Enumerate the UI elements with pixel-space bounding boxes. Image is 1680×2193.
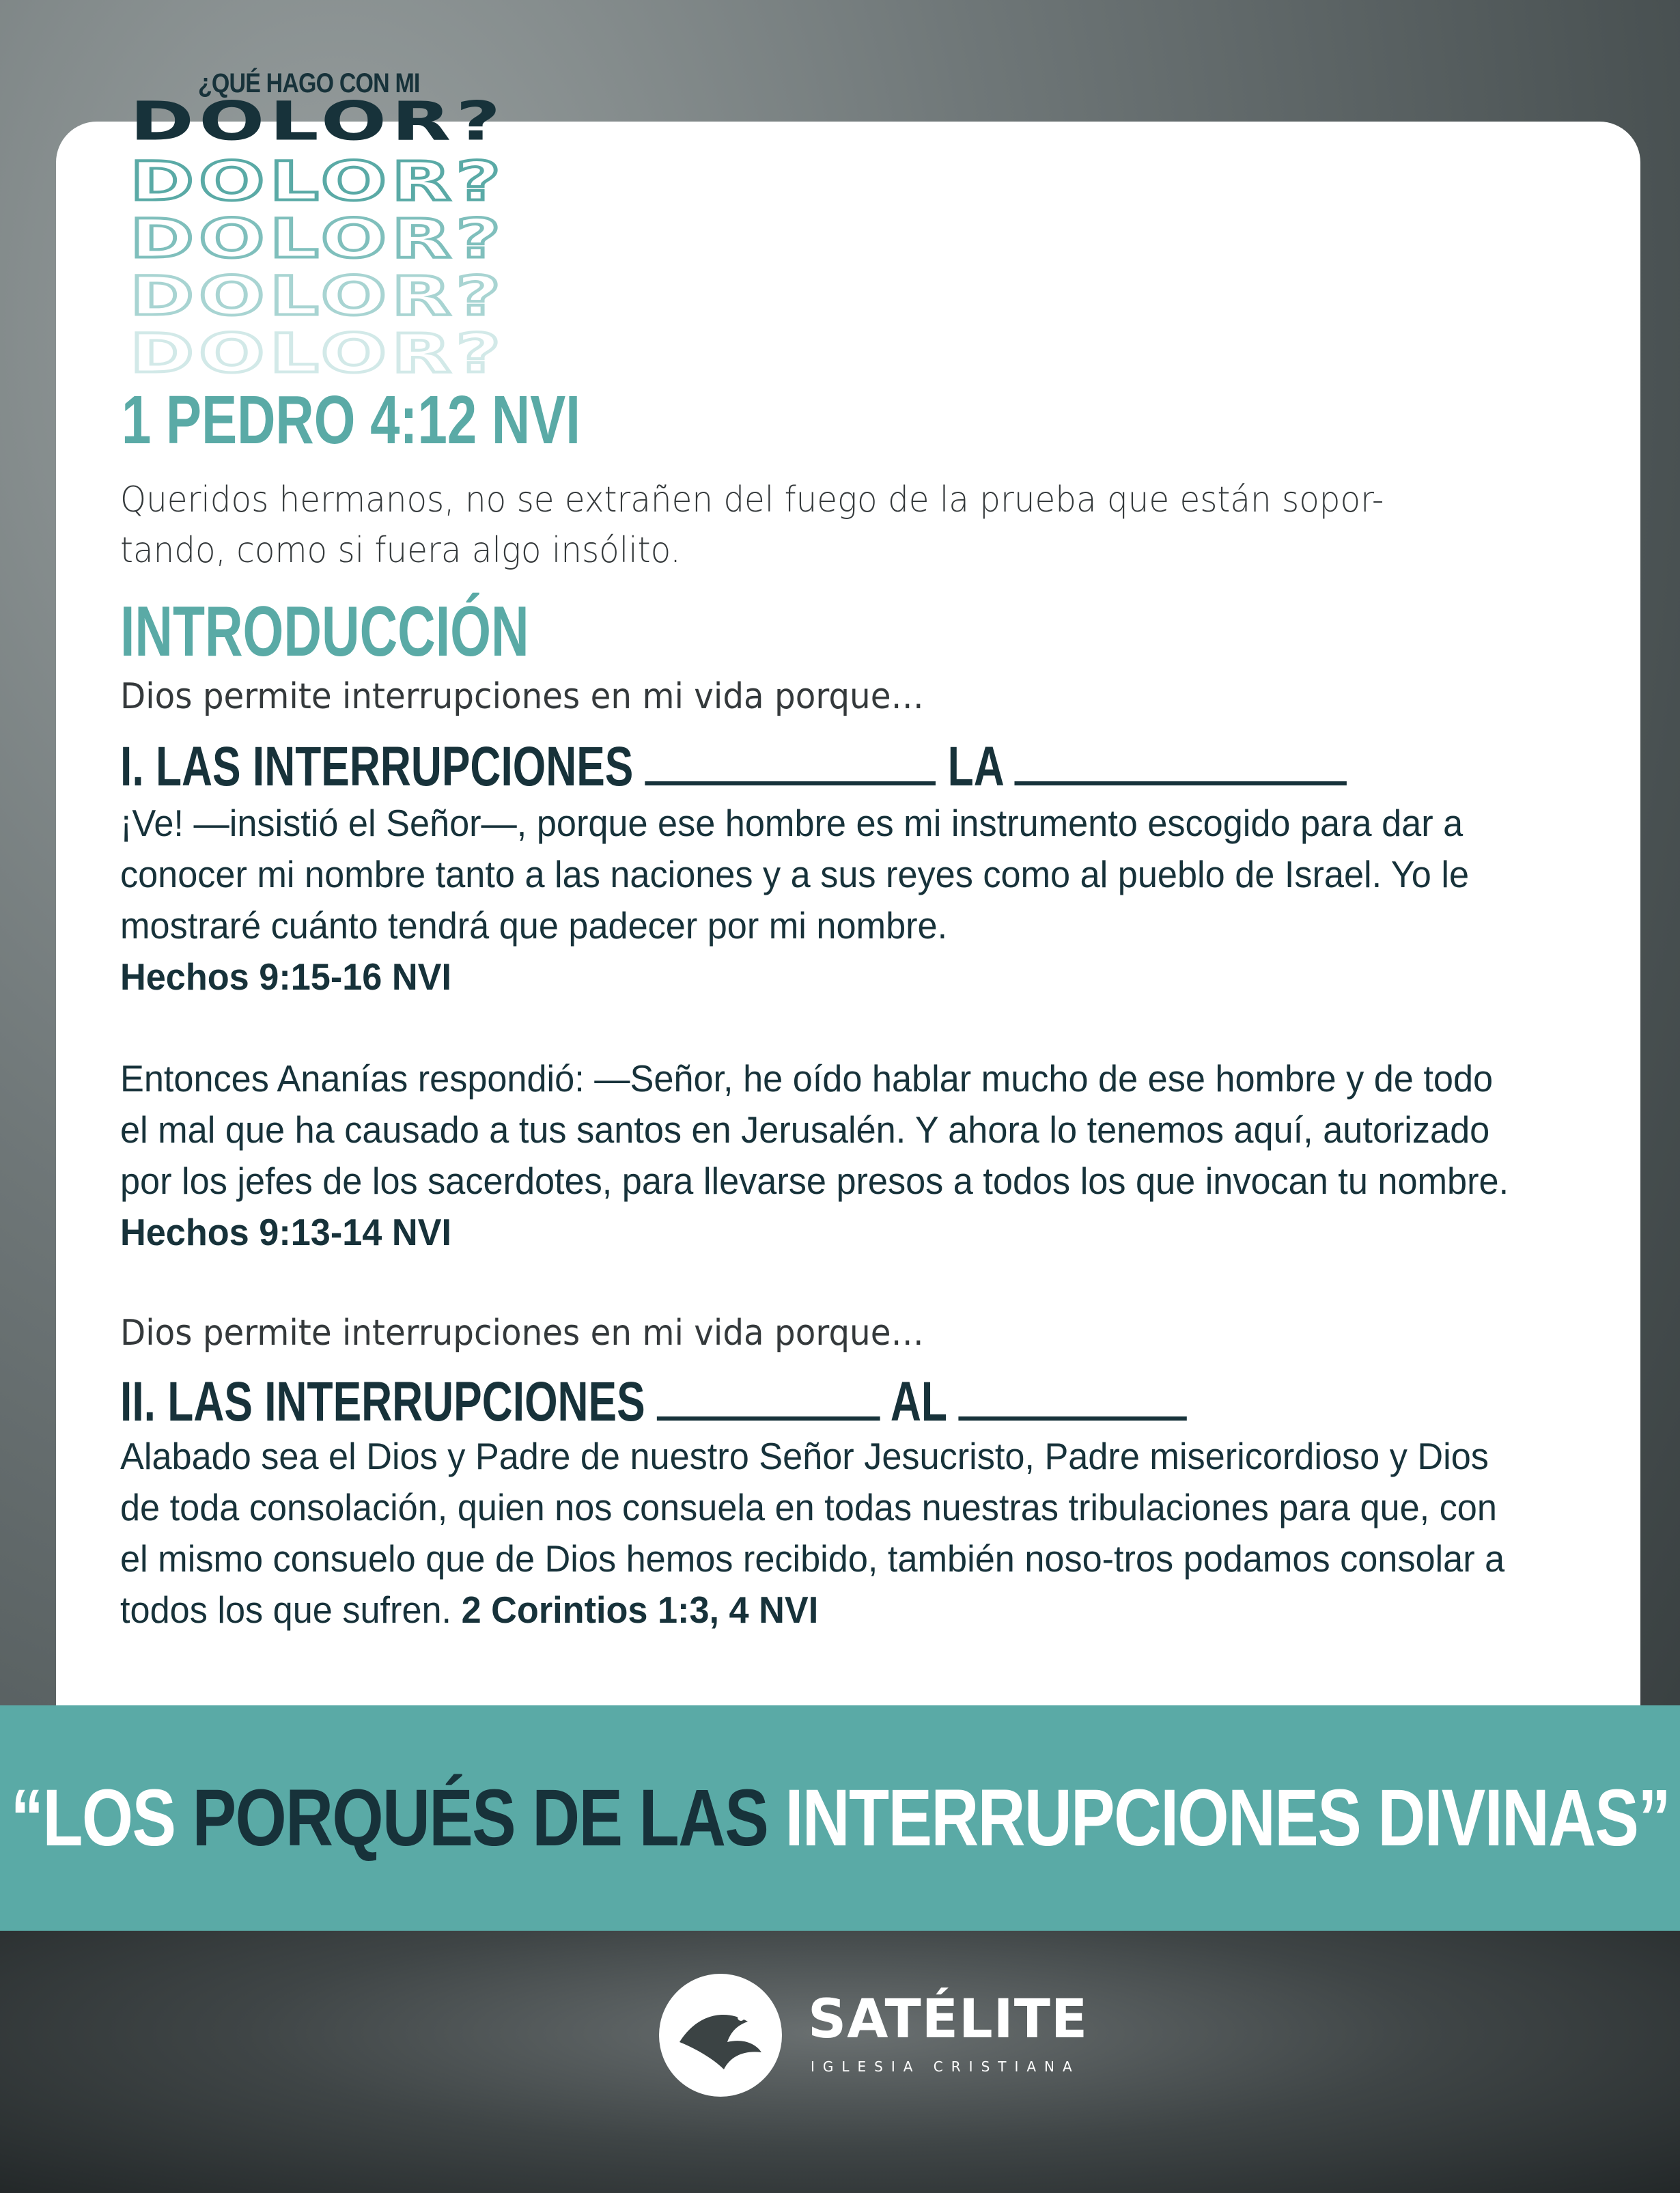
sermon-title (10, 1772, 1669, 1864)
point-1-heading (120, 736, 1347, 798)
fill-in-blank[interactable] (958, 1374, 1186, 1421)
sermon-title-part: “LOS (10, 1773, 193, 1863)
scripture-reference: 1 PEDRO 4:12 NVI (122, 382, 580, 458)
fill-in-blank[interactable] (657, 1374, 880, 1421)
passage-reference: Hechos 9:15-16 NVI (120, 955, 451, 998)
fill-in-blank[interactable] (645, 739, 936, 785)
brand-subtitle: IGLESIA CRISTIANA (811, 2058, 1080, 2075)
point-2-lead: Dios permite interrupciones en mi vida porque… (120, 1313, 924, 1354)
point-1-passage-1 (120, 798, 1515, 1003)
point-2-connector: AL (890, 1371, 947, 1433)
sermon-title-part: PORQUÉS DE LAS (192, 1773, 785, 1863)
church-logo (659, 1974, 1089, 2076)
fill-in-blank[interactable] (1015, 739, 1347, 785)
series-title-echo: DOLOR? (130, 207, 506, 270)
sermon-title-banner (0, 1705, 1680, 1931)
passage-reference: Hechos 9:13-14 NVI (120, 1211, 451, 1253)
series-title-echo: DOLOR? (130, 322, 506, 385)
point-2-heading (120, 1371, 1187, 1433)
dove-icon (659, 1974, 782, 2097)
series-title-echo: DOLOR? (130, 264, 506, 328)
passage-text: ¡Ve! —insistió el Señor—, porque ese hombre es mi instrumento escogido para dar a conocer mi nombre tanto a las naciones y a sus reyes como al pueblo de Israel. Yo le mostraré cuánto tendrá que padecer por mi nombre. (120, 802, 1470, 947)
point-2-label: II. LAS INTERRUPCIONES (120, 1371, 645, 1433)
scripture-text: Queridos hermanos, no se extrañen del fuego de la prueba que están sopor-tando, como si fuera algo insólito. (120, 479, 1384, 571)
brand-name: SATÉLITE (808, 1989, 1089, 2050)
series-kicker: ¿QUÉ HAGO CON MI (198, 68, 420, 98)
intro-lead: Dios permite interrupciones en mi vida porque… (120, 676, 924, 717)
point-2-passage (120, 1431, 1515, 1636)
point-1-passage-2 (120, 1053, 1515, 1258)
sermon-title-part: INTERRUPCIONES DIVINAS (785, 1773, 1638, 1863)
intro-heading: INTRODUCCIÓN (120, 592, 529, 671)
passage-reference: 2 Corintios 1:3, 4 NVI (461, 1589, 819, 1631)
passage-text: Alabado sea el Dios y Padre de nuestro Señor Jesucristo, Padre misericordioso y Dios de toda consolación, quien nos consuela en todas nuestras tribulaciones para que, con el mismo consuelo que de Dios hemos recibido, también noso-tros podamos consolar a todos los que sufren. (120, 1435, 1505, 1631)
point-1-label: I. LAS INTERRUPCIONES (120, 736, 634, 798)
passage-text: Entonces Ananías respondió: —Señor, he oído hablar mucho de ese hombre y de todo el mal que ha causado a tus santos en Jerusalén. Y ahora lo tenemos aquí, autorizado por los jefes de los sacerdotes, para llevarse presos a todos los que invocan tu nombre. (120, 1057, 1509, 1202)
series-title: DOLOR? (130, 89, 506, 153)
point-1-connector: LA (947, 736, 1003, 798)
series-title-echo: DOLOR? (130, 150, 506, 213)
sermon-title-part: ” (1637, 1773, 1670, 1863)
